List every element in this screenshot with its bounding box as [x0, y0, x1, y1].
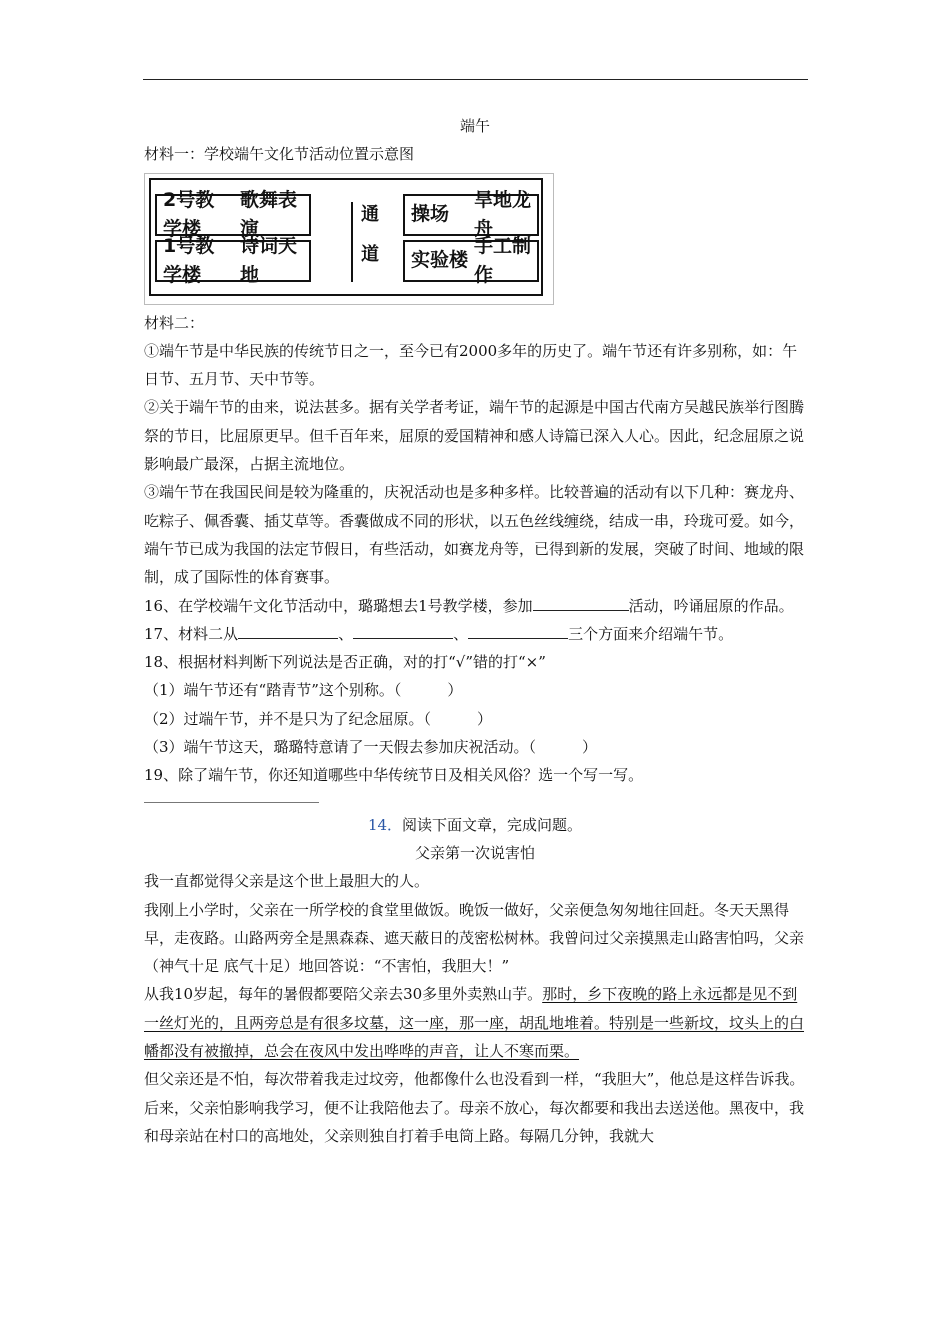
- q17-text: 17、材料二从: [144, 624, 239, 643]
- diagram-label: 1号教学楼: [163, 235, 215, 286]
- diagram-box-lab: [403, 235, 539, 286]
- diagram-label: 旱地龙舟: [474, 189, 532, 240]
- article-paragraph-1: 我一直都觉得父亲是这个世上最胆大的人。: [144, 872, 430, 891]
- diagram-label: 操场: [411, 203, 450, 226]
- question-14-heading: [144, 811, 806, 839]
- diagram-box-playground: [403, 189, 539, 240]
- section-title: 端午: [459, 117, 490, 135]
- question-number: 14．: [367, 815, 403, 834]
- q18-close-paren: ）: [447, 681, 463, 700]
- section-divider: [144, 802, 319, 803]
- diagram-label: 手工制作: [474, 235, 532, 286]
- material1-label: 材料一：学校端午文化节活动位置示意图: [144, 145, 415, 164]
- diagram-label: 诗词天地: [240, 235, 298, 286]
- underlined-passage: 那时，乡下夜晚的路上永远都是见不到一丝灯光的，且两旁总是有很多坟墓，这一座，那一座，胡乱地堆着。特别是一些新坟，坟头上的白幡都没有被撤掉，总会在夜风中发出哗哗的声音，让人不寒而栗。: [144, 985, 805, 1061]
- material2-paragraph-1: ①端午节是中华民族的传统节日之一，至今已有2000多年的历史了。端午节还有许多别称，如：午日节、五月节、天中节等。: [144, 341, 798, 389]
- question-18: 18、根据材料判断下列说法是否正确，对的打“√”错的打“×”: [144, 653, 546, 672]
- material2-paragraph-2: ②关于端午节的由来，说法甚多。据有关学者考证，端午节的起源是中国古代南方吴越民族举行图腾祭的节日，比屈原更早。但千百年来，屈原的爱国精神和感人诗篇已深入人心。因此，纪念屈原之说影响最广最深，占据主流地位。: [144, 398, 805, 474]
- q16-answer-blank[interactable]: [533, 594, 629, 611]
- q18-item-text: （3）端午节这天，璐璐特意请了一天假去参加庆祝活动。（: [144, 738, 537, 757]
- q18-item-3: [144, 733, 806, 761]
- diagram-label: 歌舞表演: [240, 189, 298, 240]
- channel-char: 道: [361, 243, 379, 265]
- question-17: [144, 620, 806, 648]
- article-paragraph-4: 后来，父亲怕影响我学习，便不让我陪他去了。母亲不放心，每次都要和我出去送送他。黑夜中，我和母亲站在村口的高地处，父亲则独自打着手电筒上路。每隔几分钟，我就大: [144, 1098, 805, 1145]
- q17-text-end: 三个方面来介绍端午节。: [568, 624, 734, 643]
- q18-close-paren: ）: [477, 709, 493, 728]
- header-rule: [143, 79, 808, 80]
- article-paragraph-3-end: 但父亲还是不怕，每次带着我走过坟旁，他都像什么也没看到一样，“我胆大”，他总是这样告诉我。: [144, 1070, 805, 1089]
- question-instruction: 阅读下面文章，完成问题。: [402, 815, 583, 834]
- article-paragraph-2: 我刚上小学时，父亲在一所学校的食堂里做饭。晚饭一做好，父亲便急匆匆地往回赶。冬天天黑得早，走夜路。山路两旁全是黑森森、遮天蔽日的茂密松树林。我曾问过父亲摸黑走山路害怕吗，父亲（神气十足 底气十足）地回答说：“不害怕，我胆大！”: [144, 900, 805, 976]
- q17-blank-3[interactable]: [468, 622, 568, 639]
- q18-item-2: [144, 705, 806, 733]
- material2-label: 材料二：: [144, 313, 205, 332]
- diagram-box-building2: [155, 189, 311, 240]
- channel-line-left: [351, 202, 353, 282]
- diagram-label: 实验楼: [411, 249, 469, 272]
- location-diagram: [144, 173, 554, 305]
- question-19: 19、除了端午节，你还知道哪些中华传统节日及相关风俗？选一个写一写。: [144, 766, 644, 785]
- q18-item-text: （2）过端午节，并不是只为了纪念屈原。（: [144, 709, 432, 728]
- q17-separator: 、: [338, 624, 354, 643]
- q18-close-paren: ）: [582, 738, 598, 757]
- article-paragraph-3: [144, 980, 806, 1065]
- q16-text-end: 活动，吟诵屈原的作品。: [628, 596, 794, 615]
- q17-blank-1[interactable]: [238, 622, 338, 639]
- q17-blank-2[interactable]: [353, 622, 453, 639]
- document-body: [144, 112, 806, 1150]
- diagram-label: 2号教学楼: [163, 189, 215, 240]
- question-16: [144, 592, 806, 620]
- q18-item-1: [144, 676, 806, 704]
- q17-separator: 、: [453, 624, 469, 643]
- article-title: 父亲第一次说害怕: [414, 843, 535, 862]
- paragraph-text: 从我10岁起，每年的暑假都要陪父亲去30多里外卖熟山芋。: [144, 985, 543, 1004]
- material2-paragraph-3: ③端午节在我国民间是较为隆重的，庆祝活动也是多种多样。比较普遍的活动有以下几种：赛龙舟、吃粽子、佩香囊、插艾草等。香囊做成不同的形状，以五色丝线缠绕，结成一串，玲珑可爱。如今，端午节已成为我国的法定节假日，有些活动，如赛龙舟等，已得到新的发展，突破了时间、地域的限制，成了国际性的体育赛事。: [144, 483, 805, 587]
- q18-item-text: （1）端午节还有“踏青节”这个别称。（: [144, 681, 402, 700]
- diagram-channel: [359, 202, 381, 282]
- channel-char: 通: [361, 203, 379, 225]
- q16-text: 16、在学校端午文化节活动中，璐璐想去1号教学楼，参加: [144, 596, 533, 615]
- diagram-box-building1: [155, 235, 311, 286]
